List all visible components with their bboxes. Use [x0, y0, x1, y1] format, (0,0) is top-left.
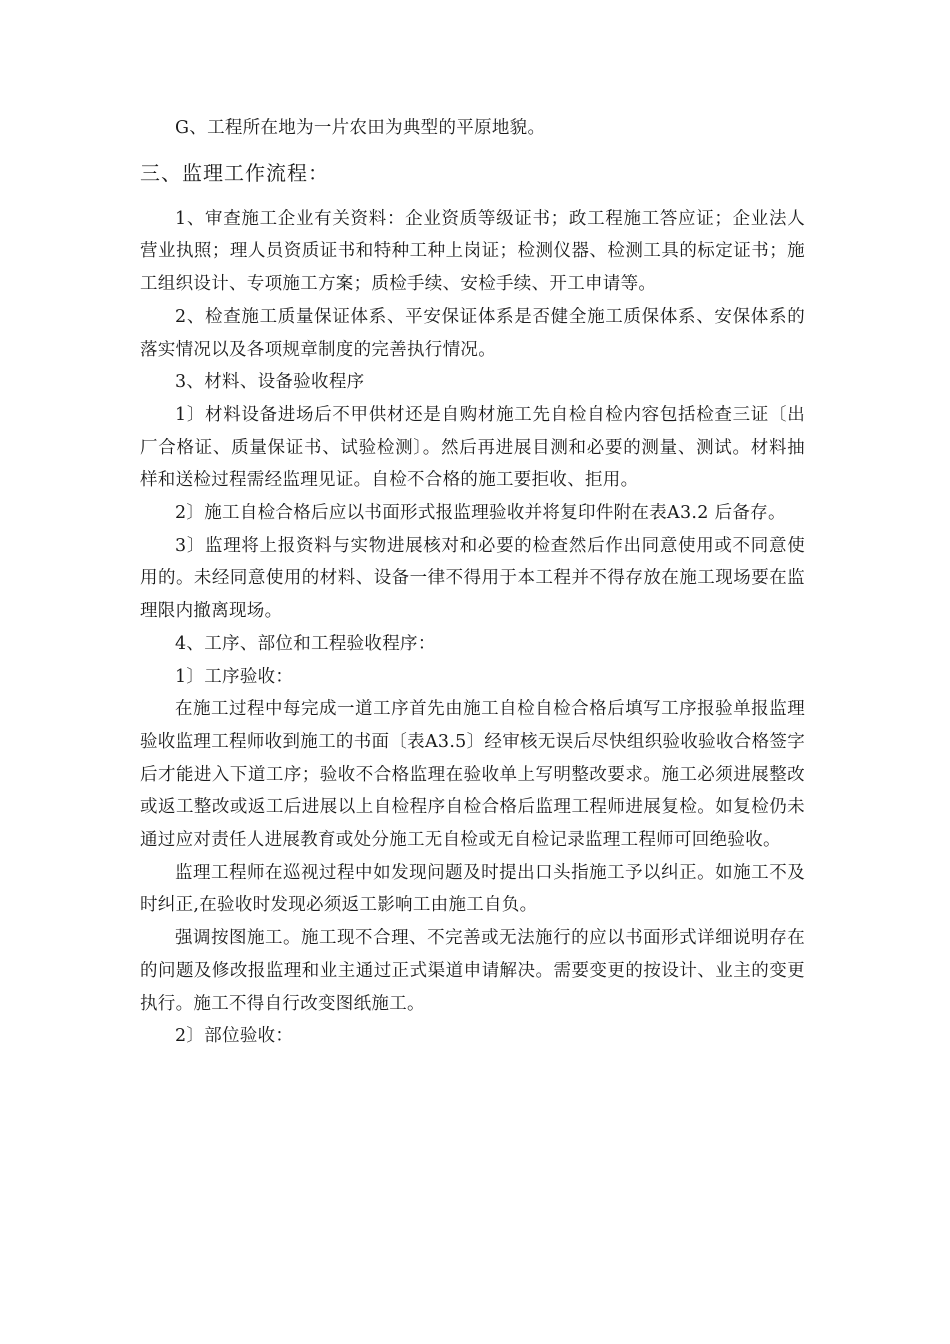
- document-body: [140, 112, 805, 1053]
- section-heading-supervision-workflow: 三、监理工作流程：: [140, 160, 329, 185]
- paragraph-terrain: G、工程所在地为一片农田为典型的平原地貌。: [175, 118, 546, 138]
- paragraph-process-procedure: 在施工过程中每完成一道工序首先由施工自检自检合格后填写工序报验单报监理验收监理工程师收到施工的书面〔表A3.5〕经审核无误后尽快组织验收验收合格签字后才能进入下道工序；验收不合格监理在验收单上写明整改要求。施工必须进展整改或返工整改或返工后进展以上自检程序自检合格后监理工程师进展复检。如复检仍未通过应对责任人进展教育或处分施工无自检或无自检记录监理工程师可回绝验收。: [140, 699, 805, 851]
- paragraph-quality-safety-system: 2、检查施工质量保证体系、平安保证体系是否健全施工质保体系、安保体系的落实情况以及各项规章制度的完善执行情况。: [140, 306, 805, 360]
- paragraph-follow-drawings: 强调按图施工。施工现不合理、不完善或无法施行的应以书面形式详细说明存在的问题及修改报监理和业主通过正式渠道申请解决。需要变更的按设计、业主的变更执行。施工不得自行改变图纸施工。: [140, 928, 805, 1014]
- subheading-process-acceptance: 4、工序、部位和工程验收程序：: [175, 633, 436, 654]
- subheading-process-check: 1〕工序验收：: [175, 666, 294, 687]
- paragraph-inspection-patrol: 监理工程师在巡视过程中如发现问题及时提出口头指施工予以纠正。如施工不及时纠正,在验收时发现必须返工影响工由施工自负。: [140, 862, 805, 916]
- subheading-material-acceptance: 3、材料、设备验收程序: [175, 372, 365, 393]
- paragraph-material-self-check: 1〕材料设备进场后不甲供材还是自购材施工先自检自检内容包括检查三证〔出厂合格证、质量保证书、试验检测〕。然后再进展目测和必要的测量、测试。材料抽样和送检过程需经监理见证。自检不合格的施工要拒收、拒用。: [140, 404, 805, 491]
- paragraph-written-report: 2〕施工自检合格后应以书面形式报监理验收并将复印件附在表A3.2 后备存。: [175, 503, 786, 524]
- paragraph-verification: 3〕监理将上报资料与实物进展核对和必要的检查然后作出同意使用或不同意使用的。未经同意使用的材料、设备一律不得用于本工程并不得存放在施工现场要在监理限内撤离现场。: [140, 535, 805, 622]
- subheading-part-acceptance: 2〕部位验收：: [175, 1026, 294, 1047]
- paragraph-review-documents: 1、审查施工企业有关资料：企业资质等级证书；政工程施工答应证；企业法人营业执照；理人员资质证书和特种工种上岗证；检测仪器、检测工具的标定证书；施工组织设计、专项施工方案；质检手续、安检手续、开工申请等。: [140, 208, 805, 295]
